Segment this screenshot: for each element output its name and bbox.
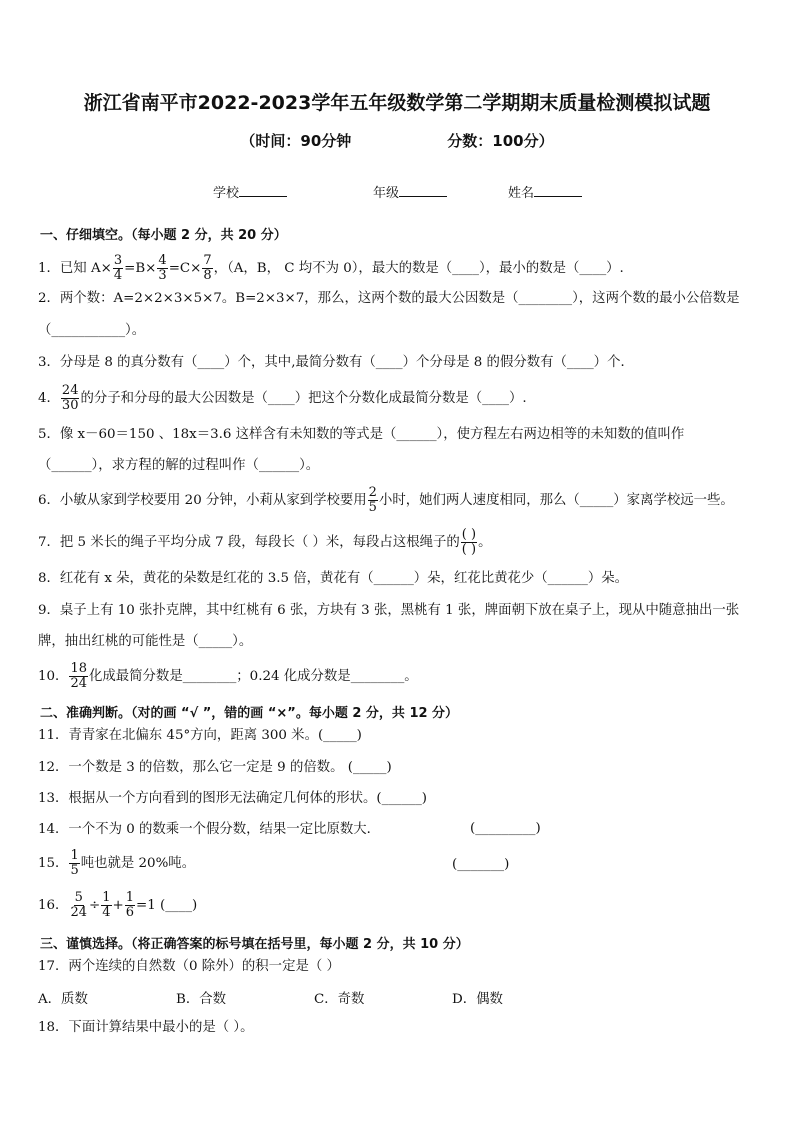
question-10: 10． $\frac{18}{24}$ 化成最简分数是________；0.24 化成分数是________。 <box>38 661 418 691</box>
question-16: 16． $\frac{5}{24}$ ÷ $\frac{1}{4}$ + $\frac{1}{6}$ =1 (____) <box>38 890 198 920</box>
question-12: 12．一个数是 3 的倍数，那么它一定是 9 的倍数。 (_____) <box>38 760 392 775</box>
section-1-heading: 一、仔细填空。（每小题 2 分，共 20 分） <box>40 228 287 243</box>
question-9-line-2: 牌，抽出红桃的可能性是（_____）。 <box>38 634 253 649</box>
question-3: 3．分母是 8 的真分数有（____）个，其中,最简分数有（____）个分母是 8 的假分数有（____）个． <box>38 355 634 370</box>
question-5-line-2: （______），求方程的解的过程叫作（______）。 <box>38 458 320 473</box>
question-5-line-1: 5．像 x－60＝150 、18x＝3.6 这样含有未知数的等式是（______），使方程左右两边相等的未知数的值叫作 <box>38 427 685 442</box>
question-2-line-2: （___________）。 <box>38 323 146 338</box>
exam-subtitle <box>0 130 794 151</box>
question-14: 14．一个不为 0 的数乘一个假分数，结果一定比原数大． <box>38 822 381 837</box>
score-label: 分数：100分） <box>447 132 554 150</box>
question-11: 11．青青家在北偏东 45°方向，距离 300 米。(_____) <box>38 728 362 743</box>
option-b[interactable]: B．合数 <box>176 992 227 1007</box>
question-15: 15． $\frac{1}{5}$ 吨也就是 20%吨。 <box>38 848 196 878</box>
grade-field[interactable]: 年级 <box>373 182 447 201</box>
option-c[interactable]: C．奇数 <box>314 992 365 1007</box>
question-18: 18．下面计算结果中最小的是（ ）。 <box>38 1020 254 1035</box>
question-6: 6．小敏从家到学校要用 20 分钟，小莉从家到学校要用 $\frac{2}{5}$ 小时，她们两人速度相同，那么（_____）家离学校远一些。 <box>38 485 734 515</box>
question-8: 8．红花有 x 朵，黄花的朵数是红花的 3.5 倍，黄花有（______）朵，红花比黄花少（______）朵。 <box>38 571 629 586</box>
question-1: 1．已知 A× $\frac{3}{4}$ =B× $\frac{4}{3}$ =C× $\frac{7}{8}$ ，（A，B， C 均不为 0），最大的数是（____），最小的数是（____）. <box>38 253 624 283</box>
question-4: 4． $\frac{24}{30}$ 的分子和分母的最大公因数是（____）把这个分数化成最简分数是（____）. <box>38 383 527 413</box>
question-15-answer: (_______) <box>452 857 510 872</box>
page-title: 浙江省南平市2022-2023学年五年级数学第二学期期末质量检测模拟试题 <box>83 92 711 114</box>
school-field[interactable]: 学校 <box>213 182 287 201</box>
section-2-heading: 二、准确判断。（对的画 “√ ”，错的画 “×”。每小题 2 分，共 12 分） <box>40 706 459 721</box>
name-field[interactable]: 姓名 <box>508 182 582 201</box>
question-14-answer: (_________) <box>470 821 541 836</box>
question-7: 7．把 5 米长的绳子平均分成 7 段，每段长（ ）米，每段占这根绳子的 $\frac{( )}{( )}$ 。 <box>38 527 492 557</box>
question-13: 13．根据从一个方向看到的图形无法确定几何体的形状。(______) <box>38 791 428 806</box>
time-label: （时间：90分钟 <box>240 132 352 150</box>
section-3-heading: 三、谨慎选择。（将正确答案的标号填在括号里，每小题 2 分，共 10 分） <box>40 937 469 952</box>
question-17: 17．两个连续的自然数（0 除外）的积一定是（ ） <box>38 959 340 974</box>
option-a[interactable]: A．质数 <box>38 992 88 1007</box>
option-d[interactable]: D．偶数 <box>452 992 503 1007</box>
question-9-line-1: 9．桌子上有 10 张扑克牌，其中红桃有 6 张，方块有 3 张，黑桃有 1 张，牌面朝下放在桌子上，现从中随意抽出一张 <box>38 603 740 618</box>
question-2-line-1: 2．两个数：A=2×2×3×5×7。B=2×3×7，那么，这两个数的最大公因数是（________），这两个数的最小公倍数是 <box>38 291 740 306</box>
